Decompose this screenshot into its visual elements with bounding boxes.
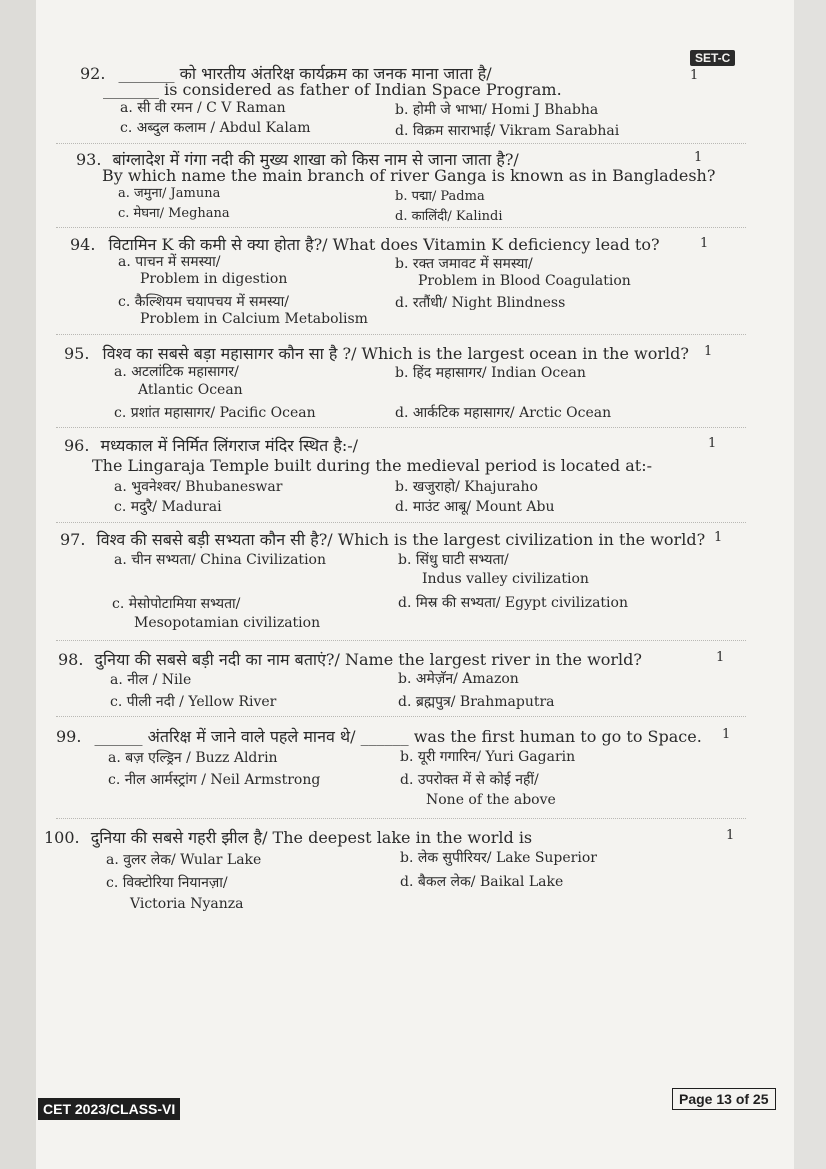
question-text-hindi: बांग्लादेश में गंगा नदी की मुख्य शाखा को किस नाम से जाना जाता है?/ [112, 150, 519, 169]
question-marks: 1 [722, 727, 731, 742]
option-a: a. अटलांटिक महासागर/ [114, 364, 239, 380]
question-number: 96. [64, 436, 90, 455]
option-c: c. प्रशांत महासागर/ Pacific Ocean [114, 405, 316, 421]
page-right-shadow [794, 0, 826, 1169]
question-number: 97. [60, 530, 86, 549]
option-d: d. आर्कटिक महासागर/ Arctic Ocean [395, 405, 612, 421]
question-text-hindi: _______ को भारतीय अंतरिक्ष कार्यक्रम का जनक माना जाता है/ [118, 64, 492, 83]
option-d: d. मिस्र की सभ्यता/ Egypt civilization [398, 595, 628, 611]
option-b-english: Indus valley civilization [422, 571, 589, 587]
question-marks: 1 [726, 828, 735, 843]
question-text-english: By which name the main branch of river Ganga is known as in Bangladesh? [102, 166, 716, 185]
question-marks: 1 [694, 150, 703, 165]
question-separator [56, 227, 746, 228]
page-number-badge: Page 13 of 25 [672, 1088, 776, 1110]
question-number: 100. [44, 828, 80, 847]
option-d: d. कालिंदी/ Kalindi [395, 209, 503, 224]
question-marks: 1 [708, 436, 717, 451]
question-marks: 1 [714, 530, 723, 545]
option-c-english: Victoria Nyanza [130, 896, 244, 912]
option-d: d. बैकल लेक/ Baikal Lake [400, 874, 564, 890]
option-a: a. भुवनेश्वर/ Bhubaneswar [114, 479, 283, 495]
option-b: b. अमेज़ॅन/ Amazon [398, 671, 519, 687]
question-text-english: _______ is considered as father of Indian Space Program. [103, 80, 562, 99]
exam-code-badge: CET 2023/CLASS-VI [38, 1098, 180, 1120]
question-number: 98. [58, 650, 84, 669]
option-d: d. विक्रम साराभाई/ Vikram Sarabhai [395, 123, 620, 139]
page-left-shadow [0, 0, 36, 1169]
question-number: 99. [56, 727, 82, 746]
option-c: c. मेसोपोटामिया सभ्यता/ [112, 596, 241, 612]
question-text: विश्व की सबसे बड़ी सभ्यता कौन सी है?/ Which is the largest civilization in the world? [96, 530, 706, 549]
question-number: 92. [80, 64, 106, 83]
question-separator [56, 640, 746, 641]
option-b: b. लेक सुपीरियर/ Lake Superior [400, 850, 597, 866]
option-d: d. रतौंधी/ Night Blindness [395, 295, 566, 311]
option-a: a. वुलर लेक/ Wular Lake [106, 852, 262, 868]
option-c-english: Mesopotamian civilization [134, 615, 321, 631]
option-c: c. पीली नदी / Yellow River [110, 694, 277, 710]
option-d: d. ब्रह्मपुत्र/ Brahmaputra [398, 694, 555, 710]
option-a: a. सी वी रमन / C V Raman [120, 100, 286, 116]
option-a: a. चीन सभ्यता/ China Civilization [114, 552, 326, 568]
question-marks: 1 [700, 236, 709, 251]
question-separator [56, 716, 746, 717]
option-c: c. नील आर्मस्ट्रांग / Neil Armstrong [108, 772, 321, 788]
question-text-english: The Lingaraja Temple built during the medieval period is located at:- [92, 456, 652, 475]
option-c: c. विक्टोरिया नियानज़ा/ [106, 875, 228, 891]
question-marks: 1 [704, 344, 713, 359]
question-separator [56, 818, 746, 819]
question-separator [56, 143, 746, 144]
question-text: ______ अंतरिक्ष में जाने वाले पहले मानव थे/ ______ was the first human to go to Space. [94, 727, 702, 746]
question-separator [56, 522, 746, 523]
question-text: विटामिन K की कमी से क्या होता है?/ What does Vitamin K deficiency lead to? [108, 235, 660, 254]
option-c: c. मेघना/ Meghana [118, 206, 230, 221]
question-text: विश्व का सबसे बड़ा महासागर कौन सा है ?/ Which is the largest ocean in the world? [102, 344, 689, 363]
option-d: d. माउंट आबू/ Mount Abu [395, 499, 555, 515]
option-d-english: None of the above [426, 792, 556, 808]
option-a-english: Atlantic Ocean [138, 382, 243, 398]
question-separator [56, 334, 746, 335]
option-b: b. पद्मा/ Padma [395, 189, 485, 204]
option-b-english: Problem in Blood Coagulation [418, 273, 631, 289]
option-a: a. पाचन में समस्या/ [118, 254, 221, 270]
option-c: c. मदुरै/ Madurai [114, 499, 222, 515]
option-b: b. सिंधु घाटी सभ्यता/ [398, 552, 509, 568]
option-a: a. बज़ एल्ड्रिन / Buzz Aldrin [108, 750, 278, 766]
question-marks: 1 [716, 650, 725, 665]
question-text: दुनिया की सबसे बड़ी नदी का नाम बताएं?/ Name the largest river in the world? [94, 650, 642, 669]
option-c: c. अब्दुल कलाम / Abdul Kalam [120, 120, 311, 136]
option-b: b. यूरी गगारिन/ Yuri Gagarin [400, 749, 576, 765]
option-a-english: Problem in digestion [140, 271, 288, 287]
set-badge: SET-C [690, 50, 735, 66]
option-b: b. खजुराहो/ Khajuraho [395, 479, 538, 495]
option-a: a. नील / Nile [110, 672, 192, 688]
question-separator [56, 427, 746, 428]
option-c-english: Problem in Calcium Metabolism [140, 311, 368, 327]
question-text: दुनिया की सबसे गहरी झील है/ The deepest lake in the world is [90, 828, 533, 847]
option-b: b. रक्त जमावट में समस्या/ [395, 256, 533, 272]
option-c: c. कैल्शियम चयापचय में समस्या/ [118, 294, 289, 310]
question-text-hindi: मध्यकाल में निर्मित लिंगराज मंदिर स्थित है:-/ [100, 436, 359, 455]
option-b: b. हिंद महासागर/ Indian Ocean [395, 365, 586, 381]
option-a: a. जमुना/ Jamuna [118, 186, 221, 201]
question-marks: 1 [690, 68, 699, 83]
question-number: 94. [70, 235, 96, 254]
option-b: b. होमी जे भाभा/ Homi J Bhabha [395, 102, 599, 118]
option-d: d. उपरोक्त में से कोई नहीं/ [400, 772, 539, 788]
question-number: 93. [76, 150, 102, 169]
question-number: 95. [64, 344, 90, 363]
